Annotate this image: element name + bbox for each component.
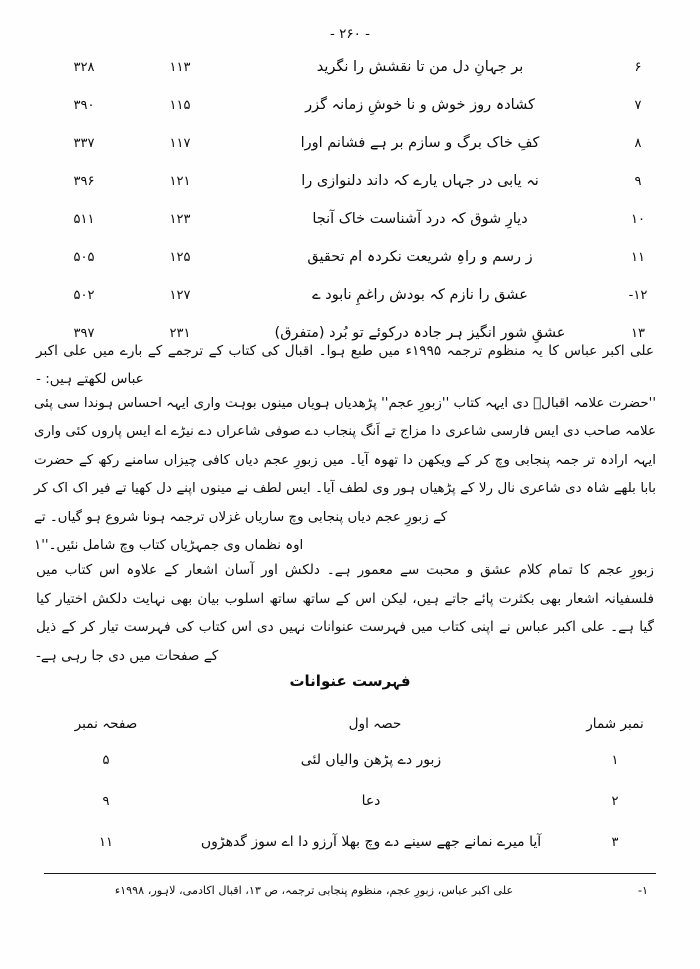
verse-line: بر جہانِ دل من تا نقشش را نگرید bbox=[316, 59, 524, 75]
verse-page-b: ۱۲۳ bbox=[169, 212, 191, 227]
verse-line: کفِ خاک برگ و سازم بر ہے فشانم اورا bbox=[300, 135, 540, 151]
table-row bbox=[46, 793, 654, 834]
verse-serial: ۹ bbox=[634, 174, 642, 189]
verse-line: عشق را نازم کہ بودش راغمِ نابود ے bbox=[312, 287, 528, 303]
quotation-block bbox=[34, 390, 656, 560]
verse-line: ز رسم و راہِ شریعت نکردہ ام تحقیق bbox=[307, 249, 533, 265]
verse-page-b: ۱۱۳ bbox=[169, 60, 191, 75]
table-row bbox=[36, 210, 664, 248]
contents-table bbox=[46, 716, 654, 875]
verse-page-a: ۳۳۷ bbox=[73, 136, 95, 151]
verse-line: دیارِ شوق کہ درد آشناست خاک آنجا bbox=[312, 211, 528, 227]
footnote bbox=[44, 884, 656, 897]
quotation-body: ''حضرت علامہ اقبالؒ دی ایہہ کتاب ''زبورِ عجم'' پڑھدیاں ہویاں مینوں بوہت واری ایہہ احساس ہوندا سی پئی علامہ صاحب دی ایس فارسی شاعری دا مزاج تے اَنگ پنجاب دے صوفی شاعراں دے نیڑے اے ایس پاروں کئی واری ایہہ ارادہ تر جمہ پنجابی وچ کر کے ویکھن دا تھوہ آیا۔ میں زبورِ عجم دیاں کافی چیزاں سامنے رکھ کے حضرت بابا بلھے شاہ دی شاعری نال رلا کے پڑھیاں ہور وی لطف آیا۔ ایس لطف نے مینوں اپنے دل کھیا تے فیر اک اک کر کے زبورِ عجم دیاں پنجابی وچ ساریاں غزلاں ترجمہ ہونا شروع ہو گیاں۔ تے bbox=[34, 396, 656, 525]
verse-page-b: ۱۱۷ bbox=[169, 136, 191, 151]
table-row bbox=[36, 96, 664, 134]
contents-serial: ۱ bbox=[611, 753, 619, 768]
verse-serial: ۱۱ bbox=[631, 250, 645, 265]
intro-paragraph: علی اکبر عباس کا یہ منظوم ترجمہ ۱۹۹۵ء میں طبع ہوا۔ اقبال کی کتاب کے ترجمے کے بارے میں علی اکبر عباس لکھتے ہیں: - bbox=[36, 343, 654, 387]
contents-serial: ۲ bbox=[611, 794, 619, 809]
verse-page-b: ۱۲۷ bbox=[169, 288, 191, 303]
contents-title: دعا bbox=[361, 793, 381, 809]
contents-col-serial-header: نمبر شمار bbox=[586, 716, 644, 732]
contents-page: ۱۱ bbox=[99, 835, 113, 850]
table-row bbox=[36, 286, 664, 324]
footnote-marker: ۱- bbox=[637, 884, 648, 897]
verse-page-b: ۱۲۱ bbox=[169, 174, 191, 189]
contents-serial: ۳ bbox=[611, 835, 619, 850]
table-row bbox=[36, 58, 664, 96]
verse-serial: ۱۳ bbox=[631, 326, 645, 341]
contents-page: ۹ bbox=[102, 794, 110, 809]
verse-serial: ۱۲- bbox=[628, 288, 648, 303]
verse-page-a: ۳۲۸ bbox=[73, 60, 95, 75]
verse-page-b: ۱۲۵ bbox=[169, 250, 191, 265]
commentary-paragraph: زبورِ عجم کا تمام کلام عشق و محبت سے معمور ہے۔ دلکش اور آسان اشعار کے علاوہ اس کتاب میں فلسفیانہ اشعار بھی بکثرت پائے جاتے ہیں، لیکن اس کے ساتھ ساتھ اسلوب بیان بھی نہایت دلکش اختیار کیا گیا ہے۔ علی اکبر عباس نے اپنی کتاب میں فہرست عنوانات نہیں دی اس کتاب کی فہرست تیار کر کے ذیل کے صفحات میں دی جا رہی ہے- bbox=[36, 562, 654, 664]
contents-header-row bbox=[46, 716, 654, 752]
verse-page-a: ۳۹۷ bbox=[73, 326, 95, 341]
quotation-last-line: اوہ نظماں وی جمہڑیاں کتاب وچ شامل نئیں۔''۱ bbox=[34, 538, 304, 554]
verse-serial: ۶ bbox=[634, 60, 642, 75]
contents-title: آیا میرے نمانے جھے سینے دے وچ بھلا آرزو دا اے سوز گدھڑوں bbox=[200, 834, 542, 850]
verse-page-b: ۲۳۱ bbox=[169, 326, 191, 341]
table-row bbox=[36, 134, 664, 172]
verse-line: نہ یابی در جہاں یارے کہ داند دلنوازی را bbox=[301, 173, 539, 189]
footnote-citation: علی اکبر عباس، زبورِ عجم، منظوم پنجابی ترجمہ، ص ۱۳، اقبال اکادمی، لاہور، ۱۹۹۸ء bbox=[114, 884, 514, 897]
footnote-divider bbox=[44, 873, 656, 874]
verse-page-b: ۱۱۵ bbox=[169, 98, 191, 113]
verse-serial: ۸ bbox=[634, 136, 642, 151]
verse-page-a: ۵۰۲ bbox=[73, 288, 95, 303]
verse-serial: ۷ bbox=[634, 98, 642, 113]
table-row bbox=[46, 752, 654, 793]
verse-page-a: ۵۱۱ bbox=[73, 212, 95, 227]
table-row bbox=[36, 172, 664, 210]
verse-page-a: ۵۰۵ bbox=[73, 250, 95, 265]
verse-page-a: ۳۹۰ bbox=[73, 98, 95, 113]
verse-index-table bbox=[36, 58, 664, 362]
verse-line: کشادہ روز خوش و نا خوشِ زمانہ گزر bbox=[305, 97, 535, 113]
table-row bbox=[36, 248, 664, 286]
verse-serial: ۱۰ bbox=[631, 212, 645, 227]
contents-title: زبور دے پڑھن والیاں لئی bbox=[300, 752, 442, 768]
verse-page-a: ۳۹۶ bbox=[73, 174, 95, 189]
table-row bbox=[46, 834, 654, 875]
contents-heading: فہرست عنوانات bbox=[289, 672, 411, 690]
contents-col-title-header: حصہ اول bbox=[348, 716, 402, 732]
page-folio-number: - ۲۶۰ - bbox=[329, 26, 371, 42]
contents-col-page-header: صفحہ نمبر bbox=[74, 716, 138, 732]
verse-line: عشقِ شور انگیز ہر جادہ درکوئے تو بُرد (متفرق) bbox=[274, 325, 566, 341]
contents-page: ۵ bbox=[102, 753, 110, 768]
